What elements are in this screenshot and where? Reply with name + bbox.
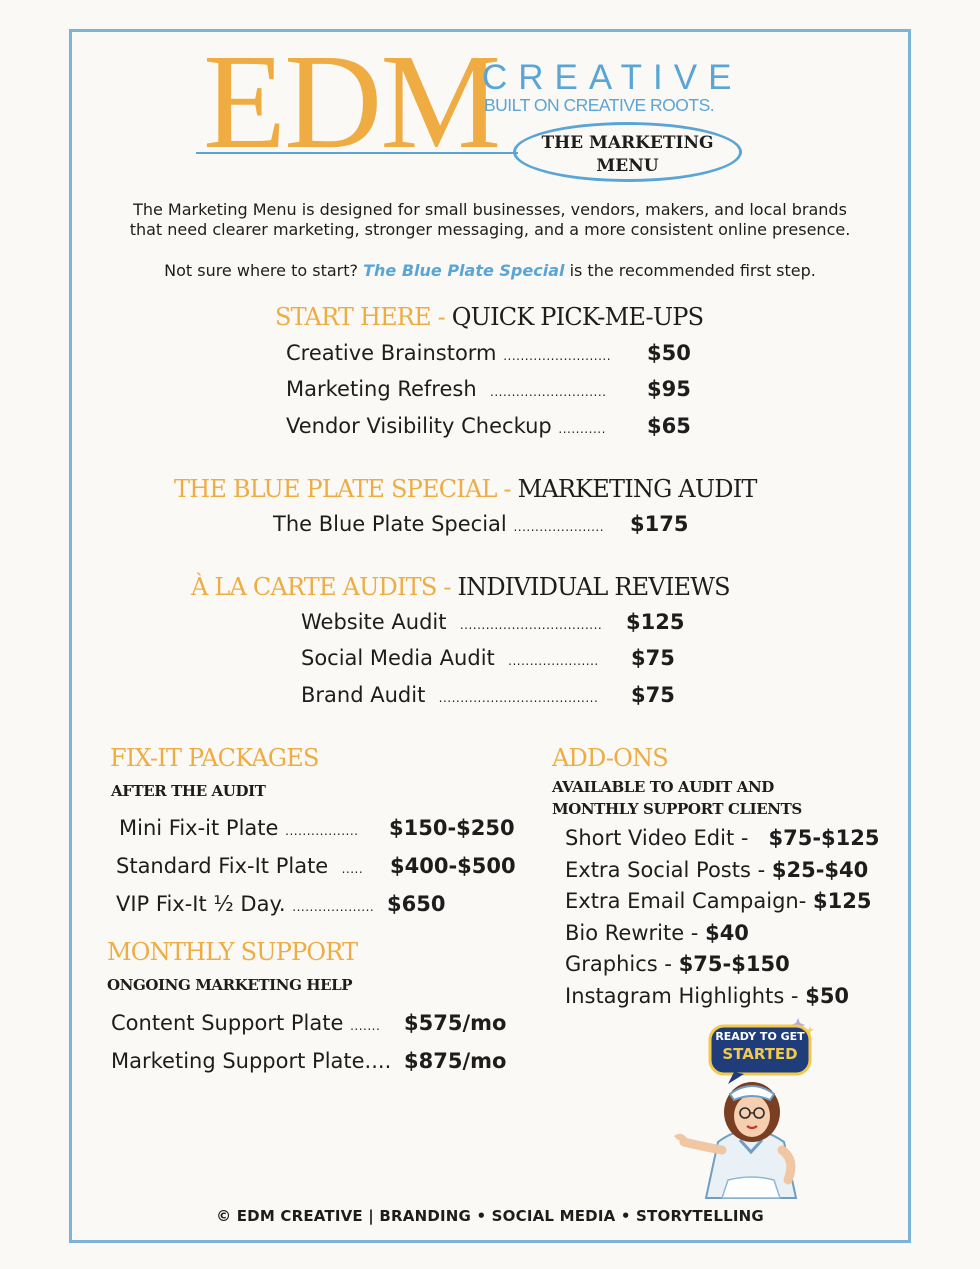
fix-it-subheading: AFTER THE AUDIT (111, 782, 266, 800)
addon-name: Graphics - (565, 952, 672, 976)
item-name: Social Media Audit (301, 646, 495, 670)
menu-oval-line1: THE MARKETING (541, 133, 714, 153)
addons-subheading-2: MONTHLY SUPPORT CLIENTS (552, 800, 802, 818)
intro-prompt-before: Not sure where to start? (164, 261, 358, 280)
addons-subheading-1: AVAILABLE TO AUDIT AND (552, 778, 774, 796)
intro-line2: that need clearer marketing, stronger messaging, and a more consistent online presence. (129, 220, 851, 239)
waitress-illustration[interactable] (670, 1012, 850, 1207)
addon-item (565, 981, 880, 1013)
monthly-heading: MONTHLY SUPPORT (107, 938, 358, 966)
start-here-heading-a: START HERE - (275, 303, 445, 331)
menu-item (111, 1010, 380, 1039)
item-name: Content Support Plate (111, 1011, 344, 1035)
menu-oval-line2: MENU (596, 156, 659, 176)
addon-item (565, 949, 880, 981)
item-price: $875/mo (404, 1049, 507, 1073)
item-name: Creative Brainstorm (286, 341, 497, 365)
addon-name: Bio Rewrite - (565, 920, 699, 945)
a-la-carte-heading (191, 572, 730, 602)
a-la-carte-heading-a: À LA CARTE AUDITS - (191, 573, 451, 601)
menu-item (116, 853, 363, 882)
item-name: Brand Audit (301, 683, 426, 707)
addon-item (565, 918, 880, 950)
item-price: $575/mo (404, 1011, 507, 1035)
intro-prompt (80, 261, 900, 281)
addon-name: Extra Email Campaign- (565, 889, 807, 913)
menu-item (119, 815, 358, 844)
item-price: $125 (626, 610, 685, 634)
menu-item (301, 682, 598, 711)
menu-item (116, 891, 374, 920)
item-price: $75 (631, 683, 675, 707)
badge-line2: STARTED (722, 1045, 798, 1063)
badge-line1: READY TO GET (715, 1030, 805, 1043)
intro-line1: The Marketing Menu is designed for small businesses, vendors, makers, and local brands (133, 200, 847, 219)
leader-dots: ..................................... (438, 691, 599, 705)
addon-price: $40 (705, 920, 749, 945)
leader-dots: ................... (292, 900, 375, 914)
addon-item (565, 823, 880, 855)
leader-dots: ................. (285, 824, 359, 838)
leader-dots: ......................... (503, 349, 612, 363)
start-here-heading-b: QUICK PICK-ME-UPS (451, 303, 704, 331)
menu-item (286, 340, 611, 369)
leader-dots: ....... (350, 1019, 381, 1033)
addon-price: $50 (805, 983, 850, 1008)
addon-name: Short Video Edit - (565, 826, 749, 850)
logo-edm: EDM (203, 27, 500, 177)
leader-dots: ................................. (459, 618, 603, 632)
item-name: Mini Fix-it Plate (119, 816, 279, 840)
menu-oval-title (513, 130, 742, 180)
logo-creative: CREATIVE (482, 58, 743, 97)
addon-item (565, 886, 880, 918)
addon-price: $25-$40 (771, 857, 869, 882)
leader-dots: ........................... (490, 385, 607, 399)
menu-item (286, 413, 606, 442)
item-name: Marketing Support Plate.... (111, 1049, 392, 1073)
menu-item (111, 1048, 391, 1074)
monthly-subheading: ONGOING MARKETING HELP (107, 976, 353, 994)
item-name: Standard Fix-It Plate (116, 854, 329, 878)
fix-it-heading: FIX-IT PACKAGES (110, 744, 319, 772)
leader-dots: ..................... (513, 520, 605, 534)
item-price: $65 (647, 414, 691, 438)
intro-prompt-em: The Blue Plate Special (363, 261, 565, 280)
addon-name: Instagram Highlights - (565, 983, 799, 1008)
menu-item (301, 609, 602, 638)
a-la-carte-heading-b: INDIVIDUAL REVIEWS (457, 573, 730, 601)
item-name: VIP Fix-It ½ Day. (116, 892, 286, 916)
item-name: The Blue Plate Special (273, 512, 507, 536)
footer: © EDM CREATIVE | BRANDING • SOCIAL MEDIA • STORYTELLING (216, 1207, 764, 1225)
item-price: $400-$500 (390, 854, 516, 878)
logo-divider (196, 152, 518, 154)
addon-item (565, 855, 880, 887)
item-price: $95 (647, 377, 691, 401)
leader-dots: ..................... (508, 654, 599, 668)
addon-name: Extra Social Posts - (565, 857, 766, 882)
addon-price: $75-$150 (678, 952, 790, 976)
menu-item (286, 376, 607, 405)
logo-tagline: BUILT ON CREATIVE ROOTS. (484, 95, 715, 115)
item-price: $650 (387, 892, 446, 916)
item-name: Marketing Refresh (286, 377, 477, 401)
item-price: $150-$250 (389, 816, 515, 840)
leader-dots: ..... (341, 862, 364, 876)
leader-dots: ........... (558, 422, 606, 436)
addon-price: $125 (812, 889, 872, 913)
intro-text (80, 200, 900, 240)
addon-price: $75-$125 (768, 826, 880, 850)
blue-plate-heading (174, 474, 757, 504)
item-price: $75 (631, 646, 675, 670)
start-here-heading (275, 302, 703, 332)
addons-heading: ADD-ONS (552, 744, 668, 772)
menu-item (273, 511, 604, 540)
item-price: $50 (647, 341, 691, 365)
menu-item (301, 645, 599, 674)
blue-plate-heading-a: THE BLUE PLATE SPECIAL - (174, 475, 511, 503)
item-price: $175 (630, 512, 689, 536)
item-name: Vendor Visibility Checkup (286, 414, 552, 438)
blue-plate-heading-b: MARKETING AUDIT (517, 475, 757, 503)
item-name: Website Audit (301, 610, 447, 634)
addons-list (565, 823, 880, 1012)
intro-prompt-after: is the recommended first step. (569, 261, 816, 280)
